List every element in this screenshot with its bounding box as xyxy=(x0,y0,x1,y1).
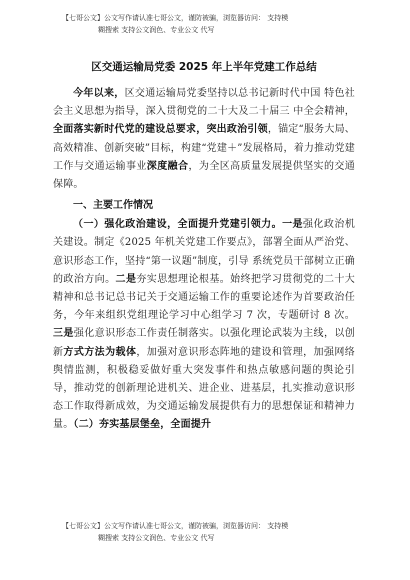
document-body xyxy=(53,54,355,435)
subsection-2-title: （二）夯实基层堡垒，全面提升 xyxy=(73,419,212,431)
item-3-label: 三是 xyxy=(53,328,74,340)
intro-text-1: 区交通运输局党委坚持以总书记新时代中国 特色社会主义思想为指导，深入贯彻党的二十大及二十届三 中全会精神， xyxy=(53,88,356,118)
intro-text-2: ，锚定“服务大局、高效精准、创新突破”目标，构建“党建＋”发展格局，着力推动党建工作与交通运输事业 xyxy=(53,124,355,172)
subsection-1-title: （一）强化政治建设，全面提升党建引领力。 xyxy=(73,219,283,231)
intro-bold-1: 全面落实新时代党的建设总要求，突出政治引领 xyxy=(53,124,268,136)
item-3-bold: 方式方法为载体 xyxy=(63,346,137,358)
header-watermark-banner xyxy=(62,12,362,36)
footer-banner-line-2: 糊搜索 支持公文润色、专业公文 代写 xyxy=(98,534,215,542)
item-2-text: 夯实思想理论根基。始终把学习贯彻党的二十大精神和总书记总书记关于交通运输工作的重要论述作为首要政治任务，今年来组织党组理论学习中心组学习 7 次，专题研讨 8 次。 xyxy=(53,273,355,322)
intro-lead: 今年以来， xyxy=(73,88,125,99)
section-heading-1: 一、主要工作情况 xyxy=(73,200,153,212)
section1-paragraph xyxy=(53,216,355,434)
header-banner-line-1: 【七哥公文】公文写作请认准七哥公文，谨防被骗，浏览器访问： 支持模 xyxy=(62,14,289,22)
item-3-text-cont: ，加强对意识形态阵地的建设和管理，加强网络舆情监测，积极稳妥做好重大突发事件和热点敏感问题的舆论引导，推动党的创新理论进机关、进企业、进基层，扎实推动意识形态工作取得新成效，为交通运输发展提供有力的思想保证和精神力量。 xyxy=(53,346,355,431)
intro-bold-2: 深度融合 xyxy=(146,160,189,172)
footer-banner-line-1: 【七哥公文】公文写作请认准七哥公文，谨防被骗，浏览器访问： 支持模 xyxy=(62,522,289,530)
item-1-label: 一是 xyxy=(282,219,303,231)
intro-text-3: ，为全区高质量发展提供坚实的交通保障。 xyxy=(53,160,355,191)
intro-paragraph xyxy=(53,85,355,194)
footer-watermark-banner xyxy=(62,520,362,544)
header-banner-line-2: 糊搜索 支持公文润色、专业公文 代写 xyxy=(98,26,215,34)
item-3-text: 强化意识形态工作责任制落实。以强化理论武装为主线，以创新 xyxy=(53,328,355,358)
document-title: 区交通运输局党委 2025 年上半年党建工作总结 xyxy=(91,61,317,73)
item-2-label: 二是 xyxy=(115,273,137,285)
item-1-text: 强化政治机关建设。制定《2025 年机关党建工作要点》，部署全面从严治党、意识形态工作，坚持“第一议题”制度，引导 系统党员干部树立正确的政治方向。 xyxy=(53,219,356,285)
